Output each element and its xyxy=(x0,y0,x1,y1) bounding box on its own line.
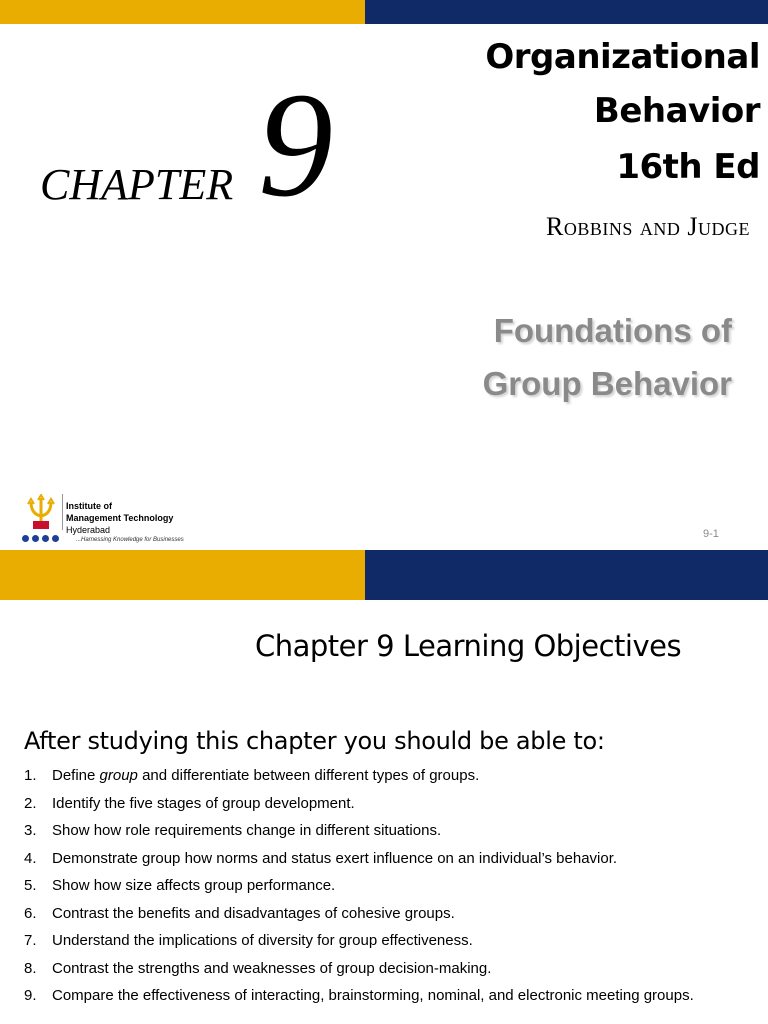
objective-item xyxy=(24,821,760,841)
objective-number: 4. xyxy=(24,849,37,867)
chapter-number: 9 xyxy=(258,62,333,228)
objective-number: 2. xyxy=(24,794,37,812)
chapter-label: CHAPTER xyxy=(40,160,234,209)
book-title-line-3: 16th Ed xyxy=(616,147,760,187)
logo-dot xyxy=(52,535,59,542)
objective-text: Contrast the strengths and weaknesses of group decision-making. xyxy=(52,959,492,977)
top-bar-navy xyxy=(365,0,768,24)
chapter-subtitle-line-2: Group Behavior xyxy=(482,365,732,402)
objective-item xyxy=(24,986,760,1006)
objective-text: Identify the five stages of group development. xyxy=(52,794,355,812)
objective-text: Compare the effectiveness of interacting, brainstorming, nominal, and electronic meeting groups. xyxy=(52,987,694,1004)
bottom-bar-yellow xyxy=(0,550,365,600)
objective-number: 7. xyxy=(24,932,37,949)
objective-item xyxy=(24,931,760,951)
objective-text: Demonstrate group how norms and status exert influence on an individual’s behavior. xyxy=(52,849,618,867)
objectives-list xyxy=(24,766,760,1014)
objective-item xyxy=(24,849,760,869)
book-title-line-1: Organizational xyxy=(485,37,760,77)
chapter-subtitle-line-1: Foundations of xyxy=(493,312,732,349)
book-authors: Robbins and Judge xyxy=(546,212,750,241)
objective-number: 9. xyxy=(24,987,37,1004)
objective-number: 5. xyxy=(24,877,37,894)
logo-divider xyxy=(62,494,63,530)
objective-item xyxy=(24,959,760,979)
objective-number: 1. xyxy=(24,767,37,784)
objective-text: Show how role requirements change in different situations. xyxy=(52,822,442,839)
objective-text: Understand the implications of diversity for group effectiveness. xyxy=(52,932,473,949)
objective-text: and differentiate between different types of groups. xyxy=(137,767,480,784)
objectives-intro: After studying this chapter you should be able to: xyxy=(24,727,605,755)
objective-text: Define xyxy=(52,767,100,784)
logo-name-line-2: Management Technology xyxy=(66,513,174,523)
objectives-title: Chapter 9 Learning Objectives xyxy=(255,629,682,663)
objective-number: 3. xyxy=(24,822,37,839)
objective-number: 8. xyxy=(24,959,37,977)
logo-dot xyxy=(32,535,39,542)
logo-name-line-3: Hyderabad xyxy=(66,525,111,535)
slide-number: 9-1 xyxy=(703,528,719,540)
objective-emphasis: group xyxy=(99,767,138,784)
bottom-bar-navy xyxy=(365,550,768,600)
institute-logo xyxy=(18,490,188,546)
trident-emblem-icon xyxy=(22,494,60,534)
logo-dot xyxy=(22,535,29,542)
top-bar-yellow xyxy=(0,0,365,24)
book-title-line-2: Behavior xyxy=(593,91,760,131)
objective-item xyxy=(24,766,760,786)
logo-tagline: ...Harnessing Knowledge for Businesses xyxy=(76,537,184,543)
objective-text: Contrast the benefits and disadvantages of cohesive groups. xyxy=(52,904,455,922)
logo-dot xyxy=(42,535,49,542)
objective-item xyxy=(24,794,760,814)
logo-name-line-1: Institute of xyxy=(66,501,112,511)
objective-item xyxy=(24,904,760,924)
objective-text: Show how size affects group performance. xyxy=(52,877,336,894)
objective-number: 6. xyxy=(24,904,37,922)
objective-item xyxy=(24,876,760,896)
